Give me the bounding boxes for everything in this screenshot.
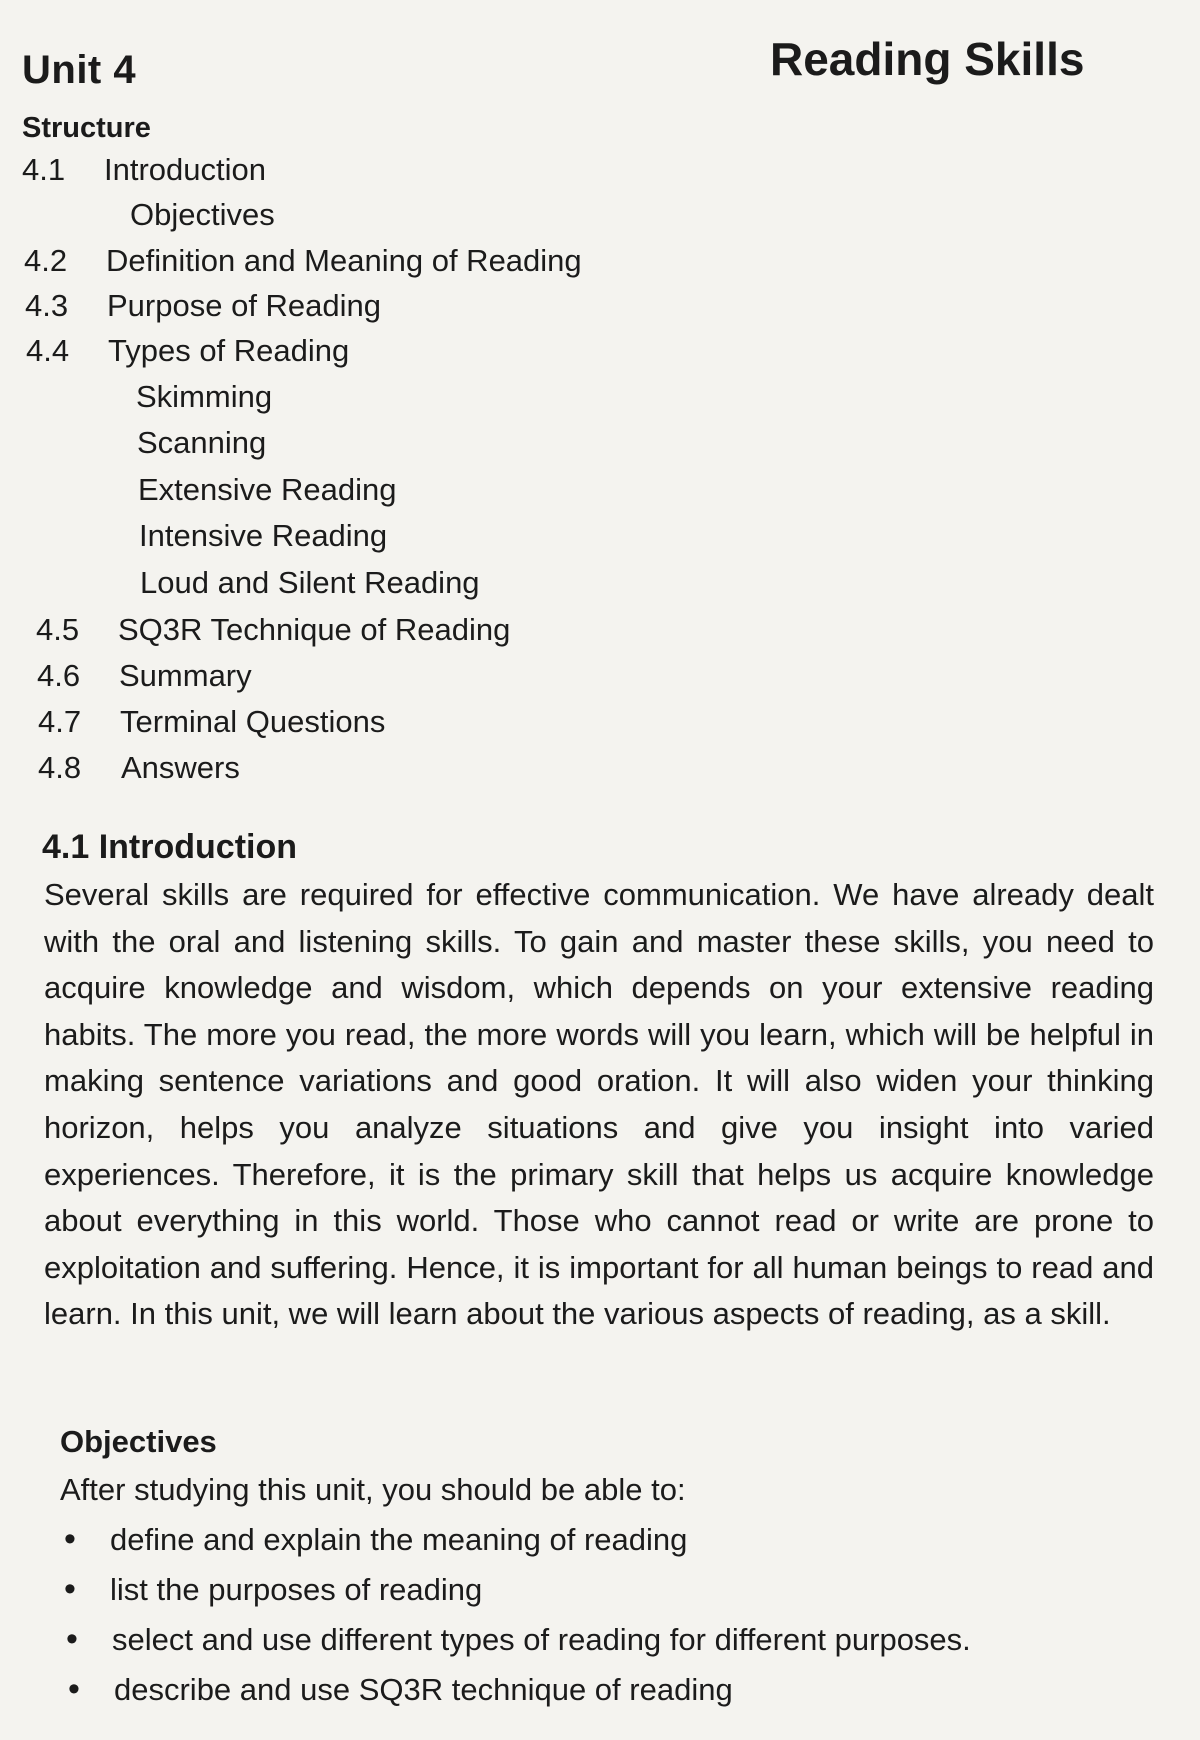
toc-label: Summary	[119, 658, 252, 693]
unit-number: Unit 4	[22, 48, 137, 92]
toc-number: 4.8	[38, 750, 82, 785]
section-heading-introduction: 4.1 Introduction	[42, 828, 297, 866]
objective-text: select and use different types of reading for different purposes.	[112, 1622, 971, 1657]
toc-label: Intensive Reading	[139, 518, 388, 553]
toc-label: SQ3R Technique of Reading	[118, 612, 511, 647]
toc-label: Extensive Reading	[138, 472, 397, 507]
toc-number: 4.1	[22, 152, 66, 187]
objectives-heading: Objectives	[60, 1424, 217, 1459]
toc-label: Purpose of Reading	[107, 288, 382, 323]
structure-heading: Structure	[22, 112, 151, 144]
toc-number: 4.6	[37, 658, 81, 693]
toc-number: 4.3	[25, 288, 69, 323]
bullet-icon: •	[64, 1570, 76, 1608]
toc-label: Introduction	[104, 152, 266, 187]
objectives-lead: After studying this unit, you should be able to:	[60, 1472, 686, 1507]
toc-label: Definition and Meaning of Reading	[106, 243, 582, 278]
toc-number: 4.7	[38, 704, 82, 739]
toc-label: Loud and Silent Reading	[140, 565, 480, 600]
toc-number: 4.2	[24, 243, 68, 278]
toc-label: Types of Reading	[108, 333, 350, 368]
introduction-paragraph: Several skills are required for effective communication. We have already dealt with the oral and listening skills. To gain and master these skills, you need to acquire knowledge and wisdom, which depends on your extensive reading habits. The more you read, the more words will you learn, which will be helpful in making sentence variations and good oration. It will also widen your thinking horizon, helps you analyze situations and give you insight into varied experiences. Therefore, it is the primary skill that helps us acquire knowledge about everything in this world. Those who cannot read or write are prone to exploitation and suffering. Hence, it is important for all human beings to read and learn. In this unit, we will learn about the various aspects of reading, as a skill.	[44, 877, 1154, 1332]
toc-label: Answers	[121, 750, 240, 785]
bullet-icon: •	[64, 1520, 76, 1558]
toc-label: Skimming	[136, 379, 273, 414]
bullet-icon: •	[68, 1670, 80, 1708]
objective-text: describe and use SQ3R technique of reading	[114, 1672, 733, 1707]
toc-label: Scanning	[137, 425, 267, 460]
toc-label: Objectives	[130, 197, 275, 232]
toc-number: 4.4	[26, 333, 70, 368]
objective-text: define and explain the meaning of reading	[110, 1522, 688, 1557]
chapter-title: Reading Skills	[770, 33, 1085, 85]
objective-text: list the purposes of reading	[110, 1572, 483, 1607]
toc-number: 4.5	[36, 612, 80, 647]
bullet-icon: •	[66, 1620, 78, 1658]
toc-label: Terminal Questions	[120, 704, 386, 739]
